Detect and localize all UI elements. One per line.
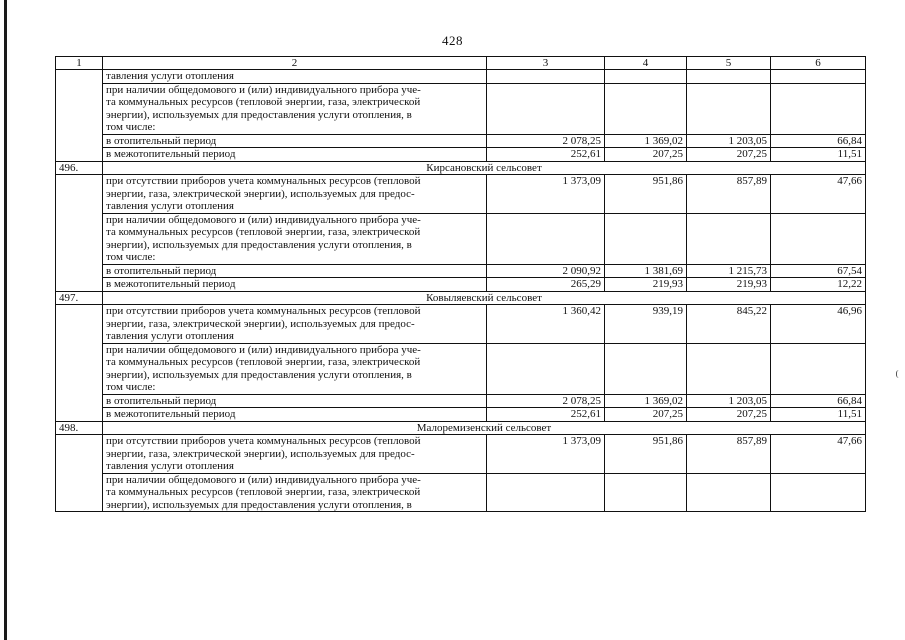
table-row: в межотопительный период 252,61 207,25 207,25 11,51: [56, 148, 866, 162]
section-title-row: [56, 421, 866, 435]
table-header-row: [56, 57, 866, 70]
table-row: в отопительный период 2 078,25 1 369,02 1 203,05 66,84: [56, 394, 866, 408]
section-title-row: [56, 291, 866, 305]
table-row: при наличии общедомового и (или) индивидуального прибора уче- та коммунальных ресурсов (тепловой энергии, газа, электрической энергии), используемых для предоставления услуги отопления, в: [56, 473, 866, 512]
scan-mark: [896, 370, 899, 378]
column-header: 3: [487, 57, 605, 70]
tariff-table: [55, 56, 866, 512]
table-row: в отопительный период 2 078,25 1 369,02 1 203,05 66,84: [56, 134, 866, 148]
table-row: в отопительный период 2 090,92 1 381,69 1 215,73 67,54: [56, 264, 866, 278]
table-row: [56, 83, 866, 134]
table-row: в межотопительный период 252,61 207,25 207,25 11,51: [56, 408, 866, 422]
table-row: при наличии общедомового и (или) индивидуального прибора уче- та коммунальных ресурсов (тепловой энергии, газа, электрической энергии), используемых для предоставления услуги отопления, в том числе:: [56, 213, 866, 264]
table-row: [56, 70, 866, 84]
section-number: 497.: [56, 291, 103, 305]
table-row: в межотопительный период 265,29 219,93 219,93 12,22: [56, 278, 866, 292]
table-row: при отсутствии приборов учета коммунальных ресурсов (тепловой энергии, газа, электрической энергии), используемых для предос- тавления услуги отопления 1 360,42 939,19 845,22 46,96: [56, 305, 866, 344]
section-number: 498.: [56, 421, 103, 435]
row-number-cell: [56, 70, 103, 162]
section-title-row: [56, 161, 866, 175]
section-number: 496.: [56, 161, 103, 175]
scan-edge: [4, 0, 7, 640]
table-row: при отсутствии приборов учета коммунальных ресурсов (тепловой энергии, газа, электрической энергии), используемых для предос- тавления услуги отопления 1 373,09 951,86 857,89 47,66: [56, 175, 866, 214]
row-description: при наличии общедомового и (или) индивидуального прибора уче- та коммунальных ресурсов (тепловой энергии, газа, электрической энергии), используемых для предоставления услуги отопления, в том числе:: [103, 83, 487, 134]
table-row: при отсутствии приборов учета коммунальных ресурсов (тепловой энергии, газа, электрической энергии), используемых для предос- тавления услуги отопления 1 373,09 951,86 857,89 47,66: [56, 435, 866, 474]
page-number: 428: [442, 33, 463, 48]
row-description: тавления услуги отопления: [103, 70, 487, 84]
column-header: 6: [771, 57, 866, 70]
section-title: Малоремизенский сельсовет: [103, 421, 866, 435]
column-header: 2: [103, 57, 487, 70]
column-header: 5: [687, 57, 771, 70]
section-title: Ковыляевский сельсовет: [103, 291, 866, 305]
column-header: 1: [56, 57, 103, 70]
table-row: при наличии общедомового и (или) индивидуального прибора уче- та коммунальных ресурсов (тепловой энергии, газа, электрической энергии), используемых для предоставления услуги отопления, в том числе:: [56, 343, 866, 394]
column-header: 4: [605, 57, 687, 70]
section-title: Кирсановский сельсовет: [103, 161, 866, 175]
